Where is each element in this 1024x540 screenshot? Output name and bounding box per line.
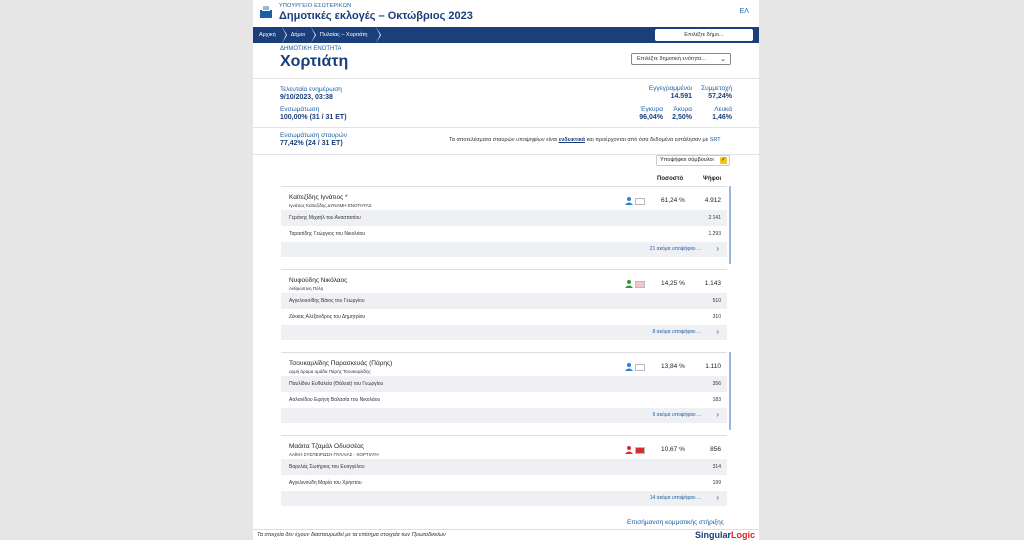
language-switch[interactable]: ΕΛ: [739, 8, 749, 15]
candidates-toggle[interactable]: Υποψήφιοι σύμβουλοι ✓: [656, 155, 730, 166]
party-color-icon: [635, 447, 645, 454]
invalid-value: 2,50%: [672, 114, 692, 121]
page-title: Δημοτικές εκλογές – Οκτώβριος 2023: [279, 10, 473, 22]
person-icon: [625, 363, 633, 371]
party-leader: Μαάιτα Τζαμάλ Οδυσσέας: [289, 443, 365, 450]
party-leader: Νυφούδης Νικόλαος: [289, 277, 348, 284]
header: [253, 0, 759, 27]
support-link[interactable]: Επισήμανση κομματικής στήριξης: [627, 519, 724, 526]
party-header: [281, 352, 727, 376]
ballot-box-icon: [259, 6, 273, 18]
candidate-name: Ασλανίδου Ειρήνη Βαλασία του Νικολάου: [289, 397, 381, 403]
unit-header: [253, 43, 759, 78]
ministry-label: ΥΠΟΥΡΓΕΙΟ ΕΣΩΤΕΡΙΚΩΝ: [279, 3, 352, 9]
candidate-votes: 183: [712, 397, 721, 403]
candidate-name: Αγγελινούδη Μαρία του Χρήστου: [289, 480, 362, 486]
party-leader: Καϊτεζίδης Ιγνάτιος *: [289, 194, 348, 201]
party-block: [281, 352, 727, 423]
candidate-row: [281, 475, 727, 491]
crosses-label: Ενσωμάτωση σταυρών: [280, 132, 347, 139]
candidate-row: [281, 293, 727, 309]
party-header: [281, 186, 727, 210]
party-header: [281, 269, 727, 293]
chevron-right-icon: ›: [716, 493, 719, 502]
person-icon: [625, 280, 633, 288]
chevron-right-icon: ›: [716, 244, 719, 253]
party-color-icon: [635, 364, 645, 371]
party-block: [281, 186, 727, 257]
brand-logo: SingularLogic: [694, 530, 755, 540]
votes-column-header: Ψήφοι: [703, 176, 722, 182]
chevron-right-icon: ›: [716, 410, 719, 419]
party-percent: 14,25 %: [661, 280, 685, 287]
valid-label: Έγκυρα: [640, 106, 663, 113]
turnout-value: 57,24%: [708, 93, 732, 100]
invalid-label: Άκυρα: [673, 106, 692, 113]
candidate-name: Γεράνης Μιχαήλ του Αναστασίου: [289, 215, 361, 221]
disclaimer: Τα στοιχεία δεν έχουν διασταυρωθεί με τα επίσημα στοιχεία των Πρωτοδικείων: [257, 532, 446, 538]
candidate-name: Ζέκκας Αλέξανδρος του Δημητρίου: [289, 314, 366, 320]
breadcrumb: [253, 27, 759, 43]
percent-column-header: Ποσοστό: [657, 176, 684, 182]
candidate-row: [281, 392, 727, 408]
more-candidates-link[interactable]: 9 ακόμα υποψήφιοι ... ›: [281, 408, 727, 423]
crosses-panel: [253, 128, 759, 154]
candidate-row: [281, 226, 727, 242]
registered-value: 14.591: [670, 93, 692, 100]
more-candidates-link[interactable]: 14 ακόμα υποψήφιοι ... ›: [281, 491, 727, 506]
party-block: [281, 269, 727, 340]
valid-value: 96,04%: [639, 114, 663, 121]
unit-name: Χορτιάτη: [280, 53, 349, 70]
turnout-label: Συμμετοχή: [701, 85, 732, 92]
candidate-name: Παυλίδου Ευθαλεία (Θάλεια) του Γεωργίου: [289, 381, 384, 387]
party-color-icon: [635, 281, 645, 288]
candidate-row: [281, 459, 727, 475]
last-update-value: 9/10/2023, 03:38: [280, 94, 333, 101]
blank-label: Λευκά: [714, 106, 732, 113]
chevron-down-icon: ⌄: [720, 56, 726, 63]
candidate-votes: 2.141: [708, 215, 721, 221]
chevron-right-icon: ›: [716, 327, 719, 336]
party-votes: 856: [710, 446, 721, 453]
party-percent: 13,84 %: [661, 363, 685, 370]
party-votes: 4.912: [704, 197, 721, 204]
candidate-votes: 510: [712, 298, 721, 304]
breadcrumb-municipalities[interactable]: Δήμοι: [282, 27, 311, 43]
registered-label: Εγγεγραμμένοι: [648, 85, 692, 92]
candidate-name: Αγγελουσίδης Βάιος του Γεωργίου: [289, 298, 365, 304]
person-icon: [625, 197, 633, 205]
unit-type-label: ΔΗΜΟΤΙΚΗ ΕΝΟΤΗΤΑ: [280, 46, 342, 52]
crosses-note: Τα αποτελέσματα σταυρών υποψηφίων είναι ενδεικτικά και προέρχονται από όσα δεδομένα εστάλησαν με SRT: [449, 137, 721, 143]
person-icon: [625, 446, 633, 454]
candidate-votes: 199: [712, 480, 721, 486]
party-color-icon: [635, 198, 645, 205]
more-candidates-link[interactable]: 8 ακόμα υποψήφιοι ... ›: [281, 325, 727, 340]
party-block: [281, 435, 727, 506]
crosses-value: 77,42% (24 / 31 ΕΤ): [280, 140, 343, 147]
party-header: [281, 435, 727, 459]
candidate-row: [281, 309, 727, 325]
breadcrumb-current[interactable]: Πυλαίας – Χορτιάτη: [311, 27, 377, 43]
indicative-link[interactable]: ενδεικτικά: [558, 137, 586, 143]
party-votes: 1.143: [704, 280, 721, 287]
checkbox-checked-icon: ✓: [720, 157, 727, 163]
candidate-votes: 314: [712, 464, 721, 470]
municipality-select[interactable]: Επιλέξτε δήμο...: [655, 29, 753, 41]
stats-panel: [253, 79, 759, 127]
candidate-votes: 1.293: [708, 231, 721, 237]
party-percent: 61,24 %: [661, 197, 685, 204]
integration-value: 100,00% (31 / 31 ΕΤ): [280, 114, 347, 121]
candidate-row: [281, 210, 727, 226]
candidate-votes: 310: [712, 314, 721, 320]
unit-select[interactable]: Επιλέξτε δημοτική ενότητα... ⌄: [631, 53, 731, 65]
candidate-name: Ταρασίδης Γεώργιος του Νικολάου: [289, 231, 366, 237]
blank-value: 1,46%: [712, 114, 732, 121]
candidate-name: Βαρελάς Σωτήριος του Ευαγγέλου: [289, 464, 365, 470]
more-candidates-link[interactable]: 21 ακόμα υποψήφιοι ... ›: [281, 242, 727, 257]
party-subtitle: ορμή άραμα ομάδα Πάρης Τσουκαρλίδης: [289, 369, 371, 374]
footer: [253, 529, 759, 540]
party-votes: 1.110: [705, 363, 721, 370]
party-subtitle: Ιγνάτιος Καϊτεζίδης ΔΥΝΑΜΗ ΕΝΟΤΗΤΑΣ: [289, 203, 372, 208]
candidate-row: [281, 376, 727, 392]
breadcrumb-home[interactable]: Αρχική: [253, 27, 282, 43]
party-subtitle: Ανθρώπινη Πόλη: [289, 286, 324, 291]
candidate-votes: 356: [712, 381, 721, 387]
last-update-label: Τελευταία ενημέρωση: [280, 86, 342, 93]
integration-label: Ενσωμάτωση: [280, 106, 320, 113]
party-subtitle: ΛΑΪΚΗ ΣΥΣΠΕΙΡΩΣΗ ΠΥΛΑΙΑΣ - ΧΟΡΤΙΑΤΗ: [289, 452, 379, 457]
party-leader: Τσουκαρλίδης Παρασκευάς (Πάρης): [289, 360, 393, 367]
party-percent: 10,67 %: [661, 446, 685, 453]
